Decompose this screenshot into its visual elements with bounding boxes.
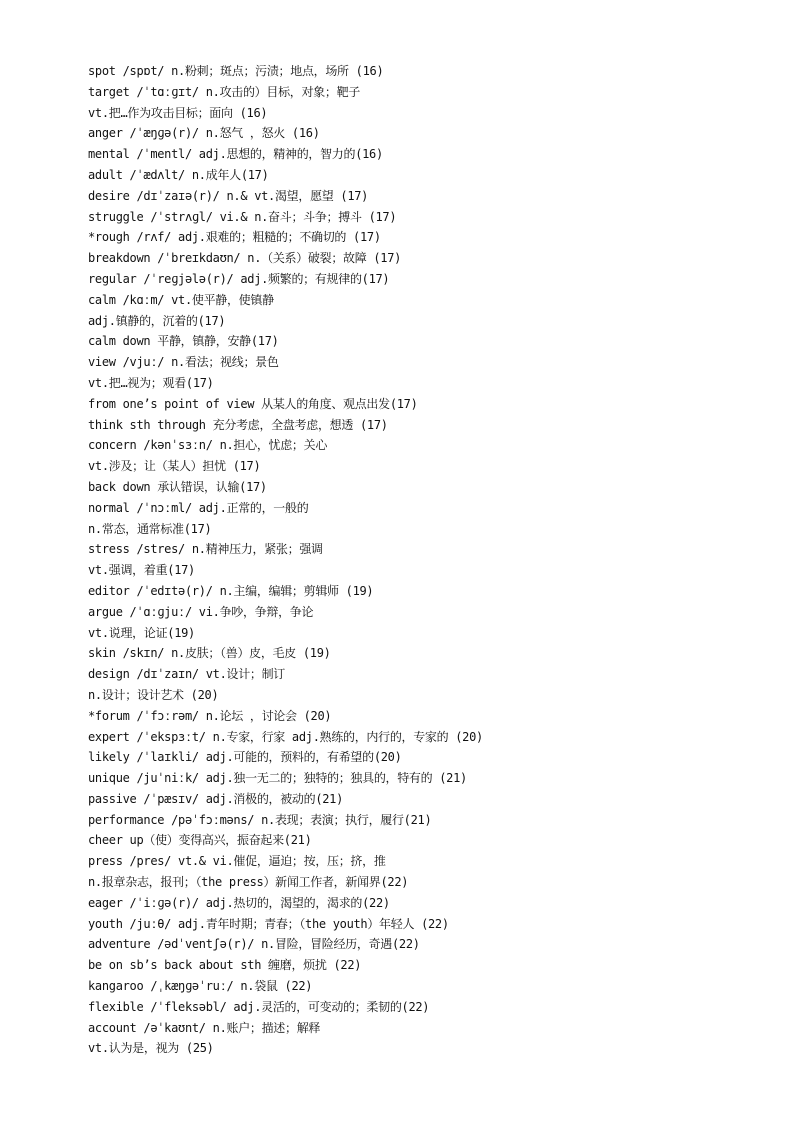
vocab-line: skin /skɪn/ n.皮肤；（兽）皮，毛皮 (19) bbox=[88, 646, 331, 661]
vocab-line: breakdown /ˈbreɪkdaʊn/ n.（关系）破裂；故障 (17) bbox=[88, 251, 402, 266]
vocab-line: calm down 平静，镇静，安静(17) bbox=[88, 334, 279, 349]
vocab-line: adj.镇静的，沉着的(17) bbox=[88, 313, 226, 328]
vocab-line: think sth through 充分考虑，全盘考虑，想透 (17) bbox=[88, 417, 388, 432]
vocab-line: concern /kənˈsɜːn/ n.担心，忧虑；关心 bbox=[88, 438, 328, 453]
vocab-line: editor /ˈedɪtə(r)/ n.主编，编辑；剪辑师 (19) bbox=[88, 583, 374, 598]
vocab-line: adult /ˈædʌlt/ n.成年人(17) bbox=[88, 167, 269, 182]
vocab-line: vt.把…作为攻击目标；面向 (16) bbox=[88, 105, 268, 120]
vocab-line: n.设计；设计艺术 (20) bbox=[88, 687, 219, 702]
vocab-line: youth /juːθ/ adj.青年时期；青春；（the youth）年轻人 (22) bbox=[88, 916, 449, 931]
vocab-line: eager /ˈiːɡə(r)/ adj.热切的，渴望的，渴求的(22) bbox=[88, 895, 390, 910]
vocab-line: press /pres/ vt.& vi.催促，逼迫；按，压；挤，推 bbox=[88, 854, 386, 869]
vocab-line: regular /ˈreɡjələ(r)/ adj.频繁的；有规律的(17) bbox=[88, 271, 390, 286]
vocab-line: spot /spɒt/ n.粉刺；斑点；污渍；地点，场所 (16) bbox=[88, 64, 384, 78]
vocab-line: mental /ˈmentl/ adj.思想的，精神的，智力的(16) bbox=[88, 147, 383, 162]
vocab-line: argue /ˈɑːɡjuː/ vi.争吵，争辩，争论 bbox=[88, 604, 314, 619]
vocab-line: vt.说理，论证(19) bbox=[88, 625, 195, 640]
vocab-line: be on sb’s back about sth 缠磨，烦扰 (22) bbox=[88, 958, 362, 973]
vocab-line: target /ˈtɑːɡɪt/ n.攻击的）目标，对象；靶子 bbox=[88, 84, 360, 99]
vocab-line: vt.认为是，视为 (25) bbox=[88, 1041, 214, 1056]
vocab-line: back down 承认错误，认输(17) bbox=[88, 479, 267, 494]
vocab-line: design /dɪˈzaɪn/ vt.设计；制订 bbox=[88, 667, 285, 682]
vocab-line: expert /ˈekspɜːt/ n.专家，行家 adj.熟练的，内行的，专家的 (20) bbox=[88, 729, 483, 744]
vocab-line: desire /dɪˈzaɪə(r)/ n.& vt.渴望，愿望 (17) bbox=[88, 188, 369, 203]
vocab-line: n.报章杂志，报刊；（the press）新闻工作者，新闻界(22) bbox=[88, 875, 409, 890]
vocab-line: from one’s point of view 从某人的角度、观点出发(17) bbox=[88, 396, 418, 411]
vocab-line: normal /ˈnɔːml/ adj.正常的，一般的 bbox=[88, 500, 309, 515]
vocab-line: anger /ˈæŋɡə(r)/ n.怒气 ，怒火 (16) bbox=[88, 126, 320, 141]
vocab-line: vt.把…视为；观看(17) bbox=[88, 375, 214, 390]
vocab-line: cheer up（使）变得高兴，振奋起来(21) bbox=[88, 833, 312, 848]
vocab-line: vt.涉及；让（某人）担忧 (17) bbox=[88, 459, 261, 474]
vocab-line: kangaroo /ˌkæŋɡəˈruː/ n.袋鼠 (22) bbox=[88, 979, 313, 994]
vocab-line: performance /pəˈfɔːməns/ n.表现；表演；执行，履行(21) bbox=[88, 812, 432, 827]
vocab-line: n.常态，通常标准(17) bbox=[88, 521, 212, 536]
vocab-line: account /əˈkaʊnt/ n.账户；描述；解释 bbox=[88, 1020, 321, 1035]
vocab-line: flexible /ˈfleksəbl/ adj.灵活的，可变动的；柔韧的(22) bbox=[88, 999, 430, 1014]
vocab-line: *rough /rʌf/ adj.艰难的；粗糙的；不确切的 (17) bbox=[88, 230, 381, 245]
vocab-line: view /vjuː/ n.看法；视线；景色 bbox=[88, 355, 279, 370]
vocab-line: stress /stres/ n.精神压力，紧张；强调 bbox=[88, 542, 323, 557]
vocab-line: *forum /ˈfɔːrəm/ n.论坛 ，讨论会 (20) bbox=[88, 708, 332, 723]
vocabulary-list bbox=[88, 61, 768, 1059]
vocab-line: calm /kɑːm/ vt.使平静，使镇静 bbox=[88, 292, 274, 307]
vocab-line: adventure /ədˈventʃə(r)/ n.冒险，冒险经历，奇遇(22) bbox=[88, 937, 420, 952]
vocab-line: likely /ˈlaɪkli/ adj.可能的，预料的，有希望的(20) bbox=[88, 750, 402, 765]
vocab-line: struggle /ˈstrʌɡl/ vi.& n.奋斗；斗争；搏斗 (17) bbox=[88, 209, 397, 224]
vocab-line: passive /ˈpæsɪv/ adj.消极的，被动的(21) bbox=[88, 791, 344, 806]
vocab-line: unique /juˈniːk/ adj.独一无二的；独特的；独具的，特有的 (21) bbox=[88, 771, 467, 786]
vocab-line: vt.强调，着重(17) bbox=[88, 563, 195, 578]
